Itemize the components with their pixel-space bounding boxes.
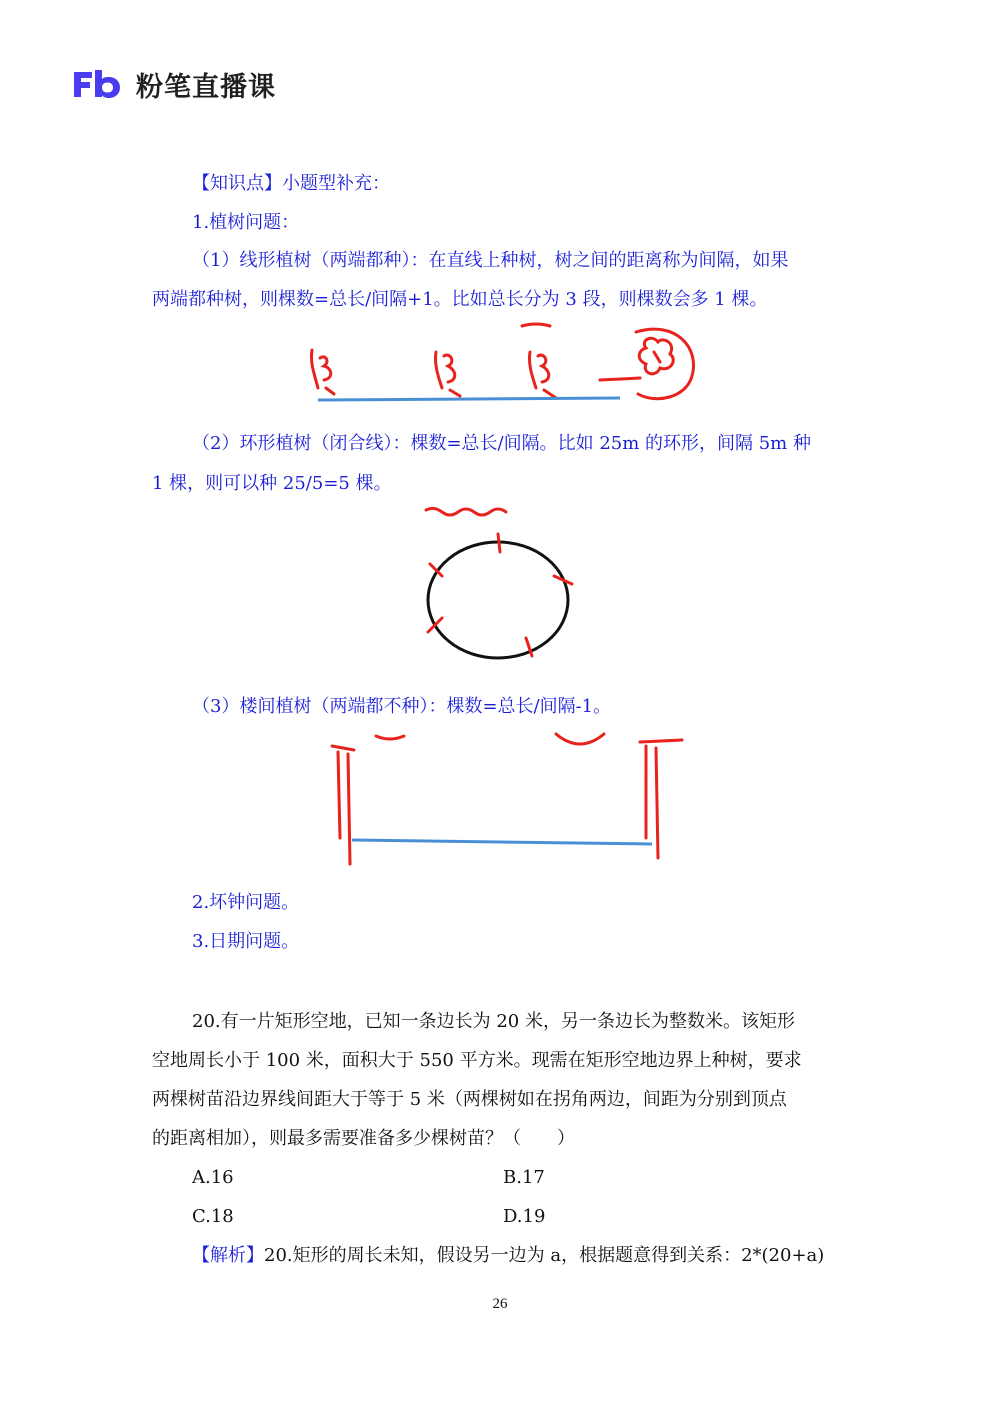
between-buildings-sketch <box>320 728 700 878</box>
closed-loop <box>428 542 568 658</box>
tree-tick <box>428 618 442 632</box>
question-line4: 的距离相加），则最多需要准备多少棵树苗？（ ） <box>152 1128 575 1149</box>
item1-line1: （1）线形植树（两端都种）：在直线上种树，树之间的距离称为间隔，如果 <box>192 250 789 271</box>
section-tree-planting: 1.植树问题： <box>192 212 300 233</box>
bracket-mark <box>556 734 604 744</box>
tree-mark <box>529 352 556 398</box>
item2-line2: 1 棵，则可以种 25/5=5 棵。 <box>152 473 392 494</box>
question-line2: 空地周长小于 100 米，面积大于 550 平方米。现需在矩形空地边界上种树，要求 <box>152 1050 802 1071</box>
question-line1: 20.有一片矩形空地，已知一条边长为 20 米，另一条边长为整数米。该矩形 <box>192 1011 795 1032</box>
item2-line1: （2）环形植树（闭合线）：棵数=总长/间隔。比如 25m 的环形，间隔 5m 种 <box>192 433 811 454</box>
tree-mark <box>639 338 673 374</box>
item1-line2: 两端都种树，则棵数=总长/间隔+1。比如总长分为 3 段，则棵数会多 1 棵。 <box>152 289 768 310</box>
linear-planting-sketch <box>290 318 710 418</box>
tree-mark <box>311 350 334 394</box>
tree-tick <box>498 534 500 552</box>
bracket-mark <box>376 736 404 739</box>
brand-name: 粉笔直播课 <box>136 71 276 103</box>
bracket-mark <box>426 508 506 515</box>
analysis-label: 【解析】 <box>192 1245 264 1266</box>
page-number: 26 <box>492 1296 508 1312</box>
analysis-text: 20.矩形的周长未知，假设另一边为 a，根据题意得到关系：2*(20+a) <box>264 1245 825 1266</box>
option-b: B.17 <box>503 1167 545 1188</box>
circular-planting-sketch <box>410 500 590 670</box>
knowledge-title: 【知识点】小题型补充： <box>192 173 390 194</box>
option-a: A.16 <box>192 1167 234 1188</box>
ground-line <box>352 840 652 844</box>
fb-logo-icon <box>70 67 124 101</box>
ground-line <box>318 398 620 400</box>
building-left <box>332 746 354 864</box>
option-d: D.19 <box>503 1206 546 1227</box>
building-right <box>640 740 682 858</box>
section-date: 3.日期问题。 <box>192 931 300 952</box>
brand-logo <box>70 64 276 104</box>
analysis-line <box>192 1244 824 1268</box>
item3-line: （3）楼间植树（两端都不种）：棵数=总长/间隔-1。 <box>192 696 612 717</box>
question-line3: 两棵树苗沿边界线间距大于等于 5 米（两棵树如在拐角两边，间距为分别到顶点 <box>152 1089 787 1110</box>
extension-mark <box>600 378 640 380</box>
tree-mark <box>435 352 460 396</box>
option-c: C.18 <box>192 1206 234 1227</box>
section-broken-clock: 2.坏钟问题。 <box>192 892 300 913</box>
bracket-mark <box>522 324 550 326</box>
